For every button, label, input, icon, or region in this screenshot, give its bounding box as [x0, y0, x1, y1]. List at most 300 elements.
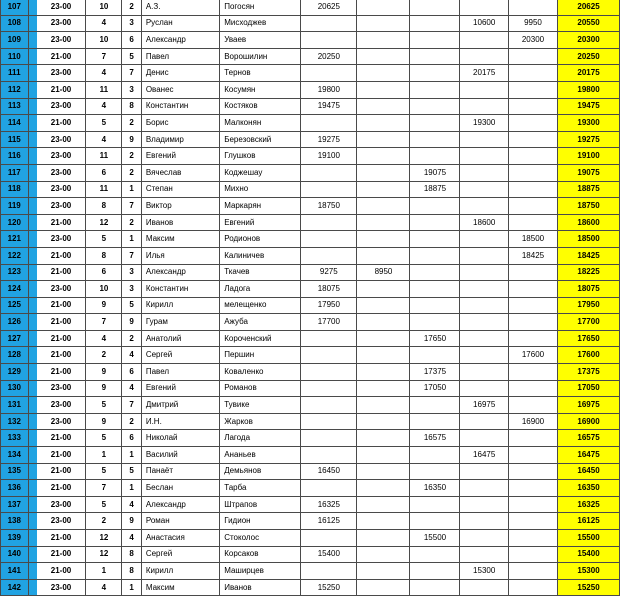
- score-cell-1: 19100: [301, 148, 357, 165]
- score-cell-5: [508, 81, 557, 98]
- rank-cell: 130: [1, 380, 29, 397]
- rank-cell: 122: [1, 247, 29, 264]
- rank-cell: 111: [1, 65, 29, 82]
- seat-cell: 5: [122, 48, 141, 65]
- score-cell-1: 20250: [301, 48, 357, 65]
- score-cell-5: [508, 314, 557, 331]
- score-cell-4: [460, 32, 508, 49]
- score-cell-2: [357, 115, 410, 132]
- spacer-cell: [28, 563, 36, 580]
- rank-cell: 136: [1, 480, 29, 497]
- spacer-cell: [28, 330, 36, 347]
- score-cell-4: [460, 430, 508, 447]
- score-cell-2: 8950: [357, 264, 410, 281]
- rank-cell: 135: [1, 463, 29, 480]
- rank-cell: 114: [1, 115, 29, 132]
- table-row: [1, 546, 620, 563]
- score-cell-3: [410, 281, 460, 298]
- first-name-cell: Павел: [141, 364, 219, 381]
- score-cell-4: [460, 413, 508, 430]
- spacer-cell: [28, 148, 36, 165]
- score-cell-3: [410, 447, 460, 464]
- total-cell: 15500: [558, 530, 620, 547]
- rank-cell: 128: [1, 347, 29, 364]
- rank-cell: 126: [1, 314, 29, 331]
- group-cell: 11: [86, 81, 122, 98]
- rank-cell: 137: [1, 496, 29, 513]
- rank-cell: 109: [1, 32, 29, 49]
- table-row: [1, 81, 620, 98]
- group-cell: 7: [86, 480, 122, 497]
- total-cell: 18600: [558, 214, 620, 231]
- first-name-cell: Константин: [141, 98, 219, 115]
- spacer-cell: [28, 231, 36, 248]
- first-name-cell: Дмитрий: [141, 397, 219, 414]
- rank-cell: 110: [1, 48, 29, 65]
- table-row: [1, 0, 620, 15]
- total-cell: 16350: [558, 480, 620, 497]
- group-cell: 4: [86, 330, 122, 347]
- seat-cell: 7: [122, 65, 141, 82]
- table-row: [1, 264, 620, 281]
- first-name-cell: Анастасия: [141, 530, 219, 547]
- last-name-cell: Тувике: [220, 397, 301, 414]
- last-name-cell: Лагода: [220, 430, 301, 447]
- score-cell-1: [301, 447, 357, 464]
- total-cell: 17700: [558, 314, 620, 331]
- score-cell-1: [301, 413, 357, 430]
- first-name-cell: Александр: [141, 264, 219, 281]
- group-cell: 5: [86, 231, 122, 248]
- score-cell-5: [508, 530, 557, 547]
- first-name-cell: Панаёт: [141, 463, 219, 480]
- total-cell: 17650: [558, 330, 620, 347]
- time-cell: 23-00: [36, 0, 86, 15]
- seat-cell: 3: [122, 264, 141, 281]
- group-cell: 1: [86, 447, 122, 464]
- score-cell-2: [357, 463, 410, 480]
- total-cell: 18225: [558, 264, 620, 281]
- score-cell-1: [301, 364, 357, 381]
- first-name-cell: Виктор: [141, 198, 219, 215]
- table-row: [1, 579, 620, 596]
- seat-cell: 6: [122, 430, 141, 447]
- score-cell-3: 15500: [410, 530, 460, 547]
- first-name-cell: Сергей: [141, 546, 219, 563]
- score-cell-5: [508, 65, 557, 82]
- score-cell-5: [508, 148, 557, 165]
- spacer-cell: [28, 115, 36, 132]
- table-row: [1, 48, 620, 65]
- score-cell-5: [508, 48, 557, 65]
- spacer-cell: [28, 579, 36, 596]
- score-cell-2: [357, 480, 410, 497]
- score-cell-3: [410, 463, 460, 480]
- spacer-cell: [28, 347, 36, 364]
- first-name-cell: Александр: [141, 32, 219, 49]
- score-cell-4: [460, 264, 508, 281]
- score-cell-5: [508, 463, 557, 480]
- seat-cell: 3: [122, 281, 141, 298]
- score-cell-4: [460, 380, 508, 397]
- spacer-cell: [28, 413, 36, 430]
- score-cell-2: [357, 181, 410, 198]
- rank-cell: 129: [1, 364, 29, 381]
- score-cell-3: [410, 314, 460, 331]
- score-cell-3: [410, 81, 460, 98]
- total-cell: 18425: [558, 247, 620, 264]
- last-name-cell: Гидион: [220, 513, 301, 530]
- total-cell: 20175: [558, 65, 620, 82]
- group-cell: 11: [86, 181, 122, 198]
- seat-cell: 2: [122, 115, 141, 132]
- score-cell-2: [357, 48, 410, 65]
- score-cell-4: [460, 530, 508, 547]
- score-cell-1: [301, 65, 357, 82]
- total-cell: 17600: [558, 347, 620, 364]
- group-cell: 1: [86, 563, 122, 580]
- group-cell: 4: [86, 579, 122, 596]
- score-cell-2: [357, 364, 410, 381]
- rank-cell: 131: [1, 397, 29, 414]
- rank-cell: 141: [1, 563, 29, 580]
- spacer-cell: [28, 314, 36, 331]
- score-cell-2: [357, 281, 410, 298]
- score-cell-1: [301, 380, 357, 397]
- score-cell-5: [508, 330, 557, 347]
- last-name-cell: Коджешау: [220, 164, 301, 181]
- time-cell: 23-00: [36, 513, 86, 530]
- total-cell: 16325: [558, 496, 620, 513]
- table-row: [1, 347, 620, 364]
- spacer-cell: [28, 297, 36, 314]
- score-cell-2: [357, 330, 410, 347]
- group-cell: 9: [86, 364, 122, 381]
- score-cell-3: 17375: [410, 364, 460, 381]
- score-cell-1: 18750: [301, 198, 357, 215]
- score-cell-2: [357, 198, 410, 215]
- time-cell: 21-00: [36, 563, 86, 580]
- score-cell-1: 15250: [301, 579, 357, 596]
- score-cell-3: [410, 247, 460, 264]
- score-cell-5: 16900: [508, 413, 557, 430]
- score-cell-1: [301, 330, 357, 347]
- spacer-cell: [28, 380, 36, 397]
- first-name-cell: Денис: [141, 65, 219, 82]
- score-cell-3: 17050: [410, 380, 460, 397]
- last-name-cell: мелещенко: [220, 297, 301, 314]
- score-cell-5: [508, 281, 557, 298]
- score-cell-1: 20625: [301, 0, 357, 15]
- score-cell-3: 16575: [410, 430, 460, 447]
- time-cell: 23-00: [36, 164, 86, 181]
- score-cell-4: 15300: [460, 563, 508, 580]
- score-cell-4: [460, 314, 508, 331]
- score-cell-2: [357, 546, 410, 563]
- seat-cell: 6: [122, 32, 141, 49]
- group-cell: 7: [86, 314, 122, 331]
- group-cell: 7: [86, 48, 122, 65]
- score-cell-5: [508, 380, 557, 397]
- spacer-cell: [28, 447, 36, 464]
- seat-cell: 9: [122, 513, 141, 530]
- total-cell: 17050: [558, 380, 620, 397]
- score-cell-4: [460, 48, 508, 65]
- table-row: [1, 131, 620, 148]
- table-row: [1, 314, 620, 331]
- total-cell: 19275: [558, 131, 620, 148]
- last-name-cell: Иванов: [220, 579, 301, 596]
- table-row: [1, 281, 620, 298]
- group-cell: 9: [86, 380, 122, 397]
- total-cell: 20300: [558, 32, 620, 49]
- score-cell-4: [460, 164, 508, 181]
- first-name-cell: Руслан: [141, 15, 219, 32]
- rank-cell: 132: [1, 413, 29, 430]
- group-cell: 10: [86, 0, 122, 15]
- table-row: [1, 563, 620, 580]
- total-cell: 20550: [558, 15, 620, 32]
- score-cell-2: [357, 81, 410, 98]
- table-row: [1, 32, 620, 49]
- spacer-cell: [28, 98, 36, 115]
- score-cell-1: [301, 214, 357, 231]
- score-cell-2: [357, 430, 410, 447]
- score-cell-1: 16325: [301, 496, 357, 513]
- score-cell-3: [410, 347, 460, 364]
- spacer-cell: [28, 430, 36, 447]
- spacer-cell: [28, 247, 36, 264]
- table-row: [1, 98, 620, 115]
- time-cell: 21-00: [36, 314, 86, 331]
- first-name-cell: Кирилл: [141, 297, 219, 314]
- score-cell-2: [357, 579, 410, 596]
- time-cell: 23-00: [36, 281, 86, 298]
- seat-cell: 1: [122, 231, 141, 248]
- score-cell-5: 18425: [508, 247, 557, 264]
- time-cell: 21-00: [36, 247, 86, 264]
- score-cell-1: [301, 430, 357, 447]
- seat-cell: 4: [122, 380, 141, 397]
- total-cell: 17950: [558, 297, 620, 314]
- rank-cell: 119: [1, 198, 29, 215]
- score-cell-3: [410, 214, 460, 231]
- score-cell-1: 19800: [301, 81, 357, 98]
- score-cell-3: [410, 0, 460, 15]
- score-cell-4: [460, 297, 508, 314]
- table-row: [1, 513, 620, 530]
- first-name-cell: Борис: [141, 115, 219, 132]
- table-row: [1, 181, 620, 198]
- time-cell: 21-00: [36, 530, 86, 547]
- total-cell: 18500: [558, 231, 620, 248]
- score-cell-3: [410, 513, 460, 530]
- table-row: [1, 164, 620, 181]
- score-cell-2: [357, 231, 410, 248]
- score-cell-5: [508, 98, 557, 115]
- last-name-cell: Жарков: [220, 413, 301, 430]
- group-cell: 12: [86, 214, 122, 231]
- first-name-cell: Николай: [141, 430, 219, 447]
- score-cell-3: [410, 32, 460, 49]
- spacer-cell: [28, 214, 36, 231]
- group-cell: 4: [86, 15, 122, 32]
- table-row: [1, 380, 620, 397]
- first-name-cell: Максим: [141, 231, 219, 248]
- table-row: [1, 115, 620, 132]
- score-cell-3: [410, 148, 460, 165]
- rank-cell: 133: [1, 430, 29, 447]
- score-cell-4: 16475: [460, 447, 508, 464]
- score-cell-3: 18875: [410, 181, 460, 198]
- group-cell: 8: [86, 247, 122, 264]
- total-cell: 16450: [558, 463, 620, 480]
- time-cell: 21-00: [36, 81, 86, 98]
- last-name-cell: Евгений: [220, 214, 301, 231]
- score-cell-5: 18500: [508, 231, 557, 248]
- total-cell: 18875: [558, 181, 620, 198]
- group-cell: 2: [86, 347, 122, 364]
- score-cell-2: [357, 397, 410, 414]
- score-cell-3: [410, 198, 460, 215]
- score-cell-2: [357, 15, 410, 32]
- last-name-cell: Короченский: [220, 330, 301, 347]
- seat-cell: 9: [122, 131, 141, 148]
- total-cell: 19300: [558, 115, 620, 132]
- seat-cell: 9: [122, 314, 141, 331]
- spacer-cell: [28, 463, 36, 480]
- seat-cell: 4: [122, 347, 141, 364]
- group-cell: 12: [86, 546, 122, 563]
- total-cell: 20250: [558, 48, 620, 65]
- time-cell: 23-00: [36, 579, 86, 596]
- score-cell-4: [460, 198, 508, 215]
- rank-cell: 125: [1, 297, 29, 314]
- score-cell-4: [460, 231, 508, 248]
- last-name-cell: Ладога: [220, 281, 301, 298]
- seat-cell: 1: [122, 447, 141, 464]
- group-cell: 2: [86, 513, 122, 530]
- time-cell: 23-00: [36, 231, 86, 248]
- seat-cell: 3: [122, 81, 141, 98]
- time-cell: 23-00: [36, 148, 86, 165]
- last-name-cell: Малконян: [220, 115, 301, 132]
- score-cell-3: [410, 413, 460, 430]
- score-cell-4: [460, 496, 508, 513]
- score-cell-5: [508, 447, 557, 464]
- rank-cell: 134: [1, 447, 29, 464]
- score-cell-5: [508, 264, 557, 281]
- group-cell: 9: [86, 297, 122, 314]
- score-cell-3: 16350: [410, 480, 460, 497]
- score-cell-1: [301, 397, 357, 414]
- spacer-cell: [28, 131, 36, 148]
- score-cell-5: [508, 115, 557, 132]
- table-row: [1, 364, 620, 381]
- table-row: [1, 198, 620, 215]
- total-cell: 15400: [558, 546, 620, 563]
- last-name-cell: Калиничев: [220, 247, 301, 264]
- score-cell-2: [357, 32, 410, 49]
- score-cell-2: [357, 0, 410, 15]
- spacer-cell: [28, 364, 36, 381]
- time-cell: 23-00: [36, 380, 86, 397]
- score-cell-5: [508, 563, 557, 580]
- rank-cell: 139: [1, 530, 29, 547]
- spacer-cell: [28, 530, 36, 547]
- last-name-cell: Ткачев: [220, 264, 301, 281]
- score-cell-4: 16975: [460, 397, 508, 414]
- score-cell-5: 20300: [508, 32, 557, 49]
- total-cell: 16125: [558, 513, 620, 530]
- last-name-cell: Тарба: [220, 480, 301, 497]
- rank-cell: 124: [1, 281, 29, 298]
- first-name-cell: Владимир: [141, 131, 219, 148]
- time-cell: 21-00: [36, 214, 86, 231]
- spacer-cell: [28, 513, 36, 530]
- first-name-cell: Гурам: [141, 314, 219, 331]
- first-name-cell: Кирилл: [141, 563, 219, 580]
- time-cell: 21-00: [36, 330, 86, 347]
- rank-cell: 121: [1, 231, 29, 248]
- time-cell: 23-00: [36, 131, 86, 148]
- score-cell-5: [508, 164, 557, 181]
- score-cell-4: [460, 579, 508, 596]
- last-name-cell: Погосян: [220, 0, 301, 15]
- table-row: [1, 247, 620, 264]
- table-row: [1, 330, 620, 347]
- group-cell: 6: [86, 264, 122, 281]
- score-cell-3: [410, 65, 460, 82]
- group-cell: 10: [86, 32, 122, 49]
- seat-cell: 8: [122, 546, 141, 563]
- seat-cell: 5: [122, 463, 141, 480]
- spacer-cell: [28, 164, 36, 181]
- rank-cell: 116: [1, 148, 29, 165]
- seat-cell: 8: [122, 563, 141, 580]
- time-cell: 23-00: [36, 15, 86, 32]
- total-cell: 15300: [558, 563, 620, 580]
- table-row: [1, 480, 620, 497]
- last-name-cell: Ворошилин: [220, 48, 301, 65]
- seat-cell: 1: [122, 181, 141, 198]
- score-cell-2: [357, 214, 410, 231]
- score-cell-4: [460, 480, 508, 497]
- score-cell-2: [357, 513, 410, 530]
- score-cell-5: 9950: [508, 15, 557, 32]
- spacer-cell: [28, 198, 36, 215]
- time-cell: 23-00: [36, 397, 86, 414]
- spacer-cell: [28, 281, 36, 298]
- seat-cell: 2: [122, 214, 141, 231]
- time-cell: 21-00: [36, 48, 86, 65]
- group-cell: 4: [86, 131, 122, 148]
- time-cell: 21-00: [36, 297, 86, 314]
- score-cell-1: 17700: [301, 314, 357, 331]
- seat-cell: 5: [122, 297, 141, 314]
- total-cell: 19475: [558, 98, 620, 115]
- total-cell: 19100: [558, 148, 620, 165]
- last-name-cell: Мисходжев: [220, 15, 301, 32]
- score-cell-5: [508, 397, 557, 414]
- score-cell-3: [410, 231, 460, 248]
- spacer-cell: [28, 0, 36, 15]
- seat-cell: 3: [122, 15, 141, 32]
- last-name-cell: Ананьев: [220, 447, 301, 464]
- score-cell-5: [508, 364, 557, 381]
- score-cell-1: 19275: [301, 131, 357, 148]
- total-cell: 15250: [558, 579, 620, 596]
